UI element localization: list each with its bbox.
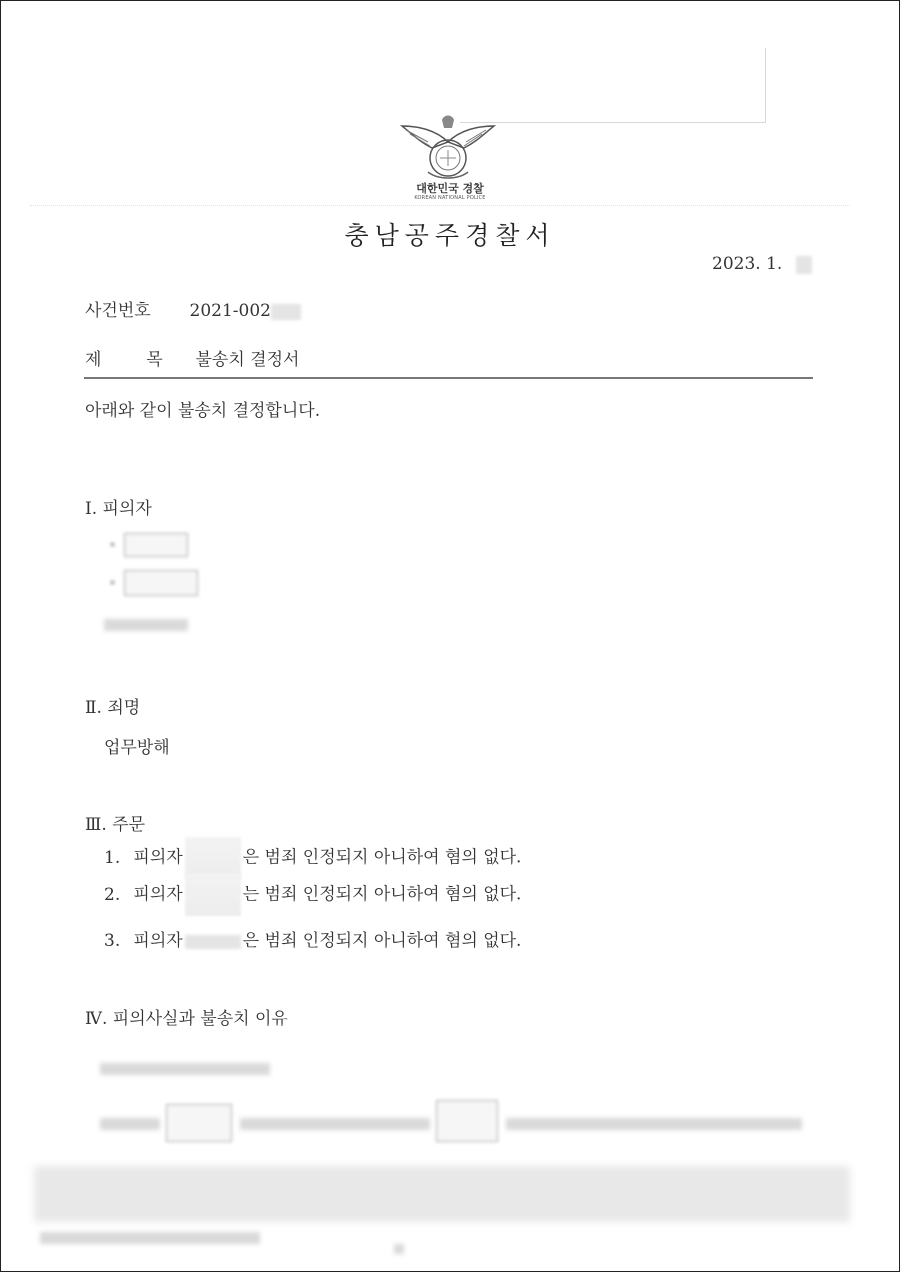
order-prefix: 피의자 xyxy=(133,847,183,868)
section-4-title: Ⅳ. 피의사실과 불송치 이유 xyxy=(85,1009,288,1029)
order-particle: 은 xyxy=(242,847,260,868)
emblem-label: 대한민국 경찰 xyxy=(416,182,484,195)
order-number: 2. xyxy=(104,884,121,905)
redacted-paragraph xyxy=(34,1166,850,1222)
redacted-suspect-3 xyxy=(104,619,188,631)
redacted-name xyxy=(185,837,241,879)
police-emblem-icon xyxy=(398,112,498,188)
redacted-name-box xyxy=(166,1104,232,1142)
redacted-text xyxy=(506,1118,802,1130)
redacted-suspect-2 xyxy=(124,570,198,596)
redacted-text xyxy=(100,1118,160,1130)
redacted-text xyxy=(240,1118,430,1130)
redacted-name-box xyxy=(436,1100,498,1142)
order-number: 1. xyxy=(104,847,121,868)
subject-value: 불송치 결정서 xyxy=(195,350,300,370)
redacted-suspect-1 xyxy=(124,533,188,557)
emblem-sublabel: KOREAN NATIONAL POLICE xyxy=(414,195,486,201)
order-item xyxy=(104,837,521,879)
order-text: 범죄 인정되지 아니하여 혐의 없다. xyxy=(264,931,522,951)
subject-label-2: 목 xyxy=(146,350,163,370)
case-number-row xyxy=(85,296,301,321)
subject-label-1: 제 xyxy=(85,350,102,370)
header-divider xyxy=(30,205,850,206)
redacted-day xyxy=(796,256,812,274)
order-text: 범죄 인정되지 아니하여 혐의 없다. xyxy=(264,847,522,868)
order-text: 범죄 인정되지 아니하여 혐의 없다. xyxy=(264,884,522,905)
redacted-bullet xyxy=(110,542,115,547)
redacted-name xyxy=(185,874,241,916)
redacted-subheading xyxy=(100,1063,270,1075)
redacted-name xyxy=(185,935,241,949)
case-number-value: 2021-002 xyxy=(189,301,271,321)
section-3-title: Ⅲ. 주문 xyxy=(85,815,146,835)
order-number: 3. xyxy=(104,931,121,951)
page-title: 충남공주경찰서 xyxy=(344,221,556,250)
redacted-case-suffix xyxy=(271,304,301,320)
intro-text: 아래와 같이 불송치 결정합니다. xyxy=(85,401,321,421)
section-2-title: Ⅱ. 죄명 xyxy=(85,698,141,718)
redacted-paragraph-end xyxy=(40,1232,260,1244)
order-item xyxy=(104,926,521,951)
header-box xyxy=(460,48,766,123)
order-item xyxy=(104,874,521,916)
redacted-bullet xyxy=(110,580,115,585)
order-prefix: 피의자 xyxy=(133,884,183,905)
order-particle: 는 xyxy=(242,884,260,905)
order-prefix: 피의자 xyxy=(133,931,183,951)
subject-row xyxy=(85,345,299,370)
charge-name: 업무방해 xyxy=(104,738,170,758)
document-date xyxy=(712,254,812,274)
page-number-redacted xyxy=(394,1244,404,1254)
date-text: 2023. 1. xyxy=(712,254,783,274)
section-1-title: Ⅰ. 피의자 xyxy=(85,499,152,519)
section-divider xyxy=(84,377,813,379)
order-particle: 은 xyxy=(242,931,260,951)
case-number-label: 사건번호 xyxy=(85,301,151,321)
